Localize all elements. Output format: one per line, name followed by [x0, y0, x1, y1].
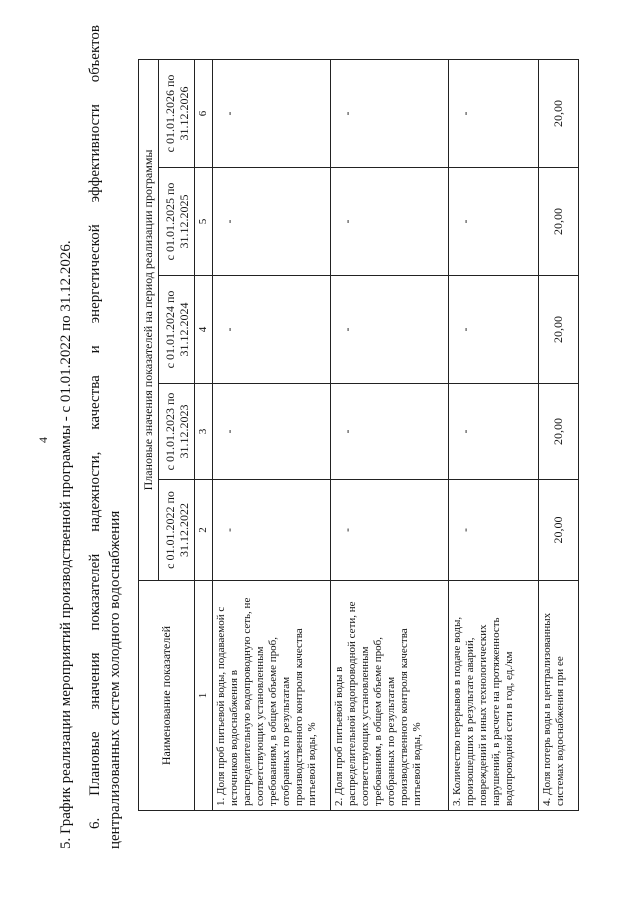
indicator-value: -	[449, 59, 539, 167]
indicator-value: -	[213, 168, 331, 276]
indicator-value: -	[449, 168, 539, 276]
indicator-value: -	[449, 276, 539, 384]
header-period-2024: с 01.01.2024 по 31.12.2024	[159, 276, 195, 384]
header-period-2026: с 01.01.2026 по 31.12.2026	[159, 59, 195, 167]
indicator-value: -	[449, 384, 539, 480]
indicator-name: 1. Доля проб питьевой воды, подаваемой с источников водоснабжения в распределительную водопроводную сеть, не соответствующих установленным требованиям, в общем объеме проб, отобранных по результатам производственного контроля качества питьевой воды, %	[213, 581, 331, 811]
header-period-2023: с 01.01.2023 по 31.12.2023	[159, 384, 195, 480]
indicator-name: 4. Доля потерь воды в централизованных системах водоснабжения при ее	[539, 581, 579, 811]
column-number: 1	[195, 581, 213, 811]
column-number: 2	[195, 480, 213, 581]
indicator-value: 20,00	[539, 59, 579, 167]
indicator-value: -	[331, 59, 449, 167]
column-number: 5	[195, 168, 213, 276]
indicator-name: 2. Доля проб питьевой воды в распределительной водопроводной сети, не соответствующих установленным требованиям, в общем объеме проб, отобранных по результатам производственного контроля качества питьевой воды, %	[331, 581, 449, 811]
section-6-heading-continued: централизованных систем холодного водоснабжения	[107, 510, 123, 849]
column-number: 3	[195, 384, 213, 480]
indicator-value: -	[213, 59, 331, 167]
indicator-value: -	[213, 276, 331, 384]
table-row	[449, 59, 539, 810]
indicator-value: -	[213, 384, 331, 480]
indicator-value: -	[449, 480, 539, 581]
indicator-value: 20,00	[539, 480, 579, 581]
indicator-value: 20,00	[539, 276, 579, 384]
section-6-heading: 6. Плановые значения показателей надежности, качества и энергетической эффективности объектов	[87, 25, 103, 829]
column-number: 4	[195, 276, 213, 384]
indicator-value: 20,00	[539, 168, 579, 276]
indicators-table	[138, 59, 579, 811]
column-number: 6	[195, 59, 213, 167]
indicator-name: 3. Количество перерывов в подаче воды, произошедших в результате аварий, повреждений и иных технологических нарушений, в расчете на протяженность водопроводной сети в год, ед./км	[449, 581, 539, 811]
header-planned-values: Плановые значения показателей на период реализации программы	[139, 59, 159, 580]
indicator-value: 20,00	[539, 384, 579, 480]
indicator-value: -	[331, 168, 449, 276]
section-5-heading: 5. График реализации мероприятий производственной программы - с 01.01.2022 по 31.12.2026.	[58, 240, 74, 849]
indicator-value: -	[331, 384, 449, 480]
header-period-2025: с 01.01.2025 по 31.12.2025	[159, 168, 195, 276]
table-row	[213, 59, 331, 810]
table-row	[331, 59, 449, 810]
header-period-2022: с 01.01.2022 по 31.12.2022	[159, 480, 195, 581]
header-indicator-name: Наименование показателей	[139, 581, 195, 811]
indicator-value: -	[331, 276, 449, 384]
page-number: 4	[36, 437, 50, 443]
indicator-value: -	[331, 480, 449, 581]
indicator-value: -	[213, 480, 331, 581]
table-row	[539, 59, 579, 810]
